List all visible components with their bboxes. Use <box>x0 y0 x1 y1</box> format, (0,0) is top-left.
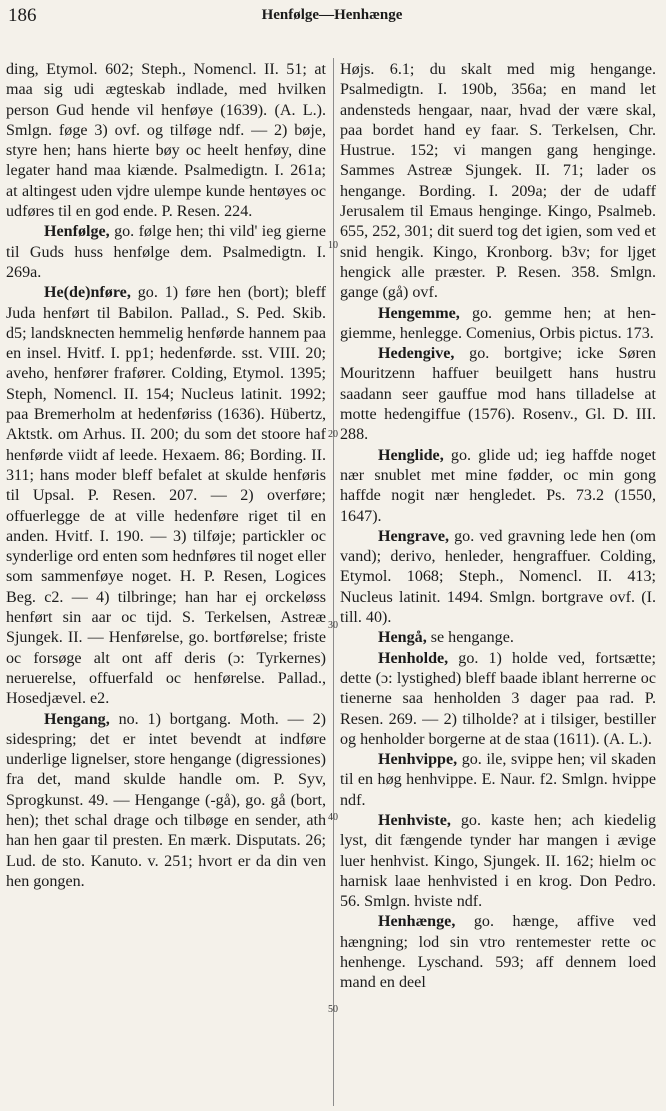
left-column <box>6 60 326 892</box>
entry-text: go. hænge, affive ved hængning; lod sin vtro rentemester rette oc henhenge. Lyschand. 593; aff dennem loed mand en deel <box>340 913 656 992</box>
entry-headword: Hedengive, <box>378 345 455 363</box>
continuation-text: ding, Etymol. 602; Steph., Nomencl. II. 51; at maa sig udi ægteskab indlade, med hvilken person Gud hende vil henføye (1639). (A. L.). Smlgn. føge 3) ovf. og tilføge ndf. — 2) bøje, styre hen; hans hierte bøy oc heelt henføy, dine legater hand maa kiænde. Psalmedigtn. I. 261a; at altingest uden vjdre ulempe kunde hentøyes oc udføres til en god ende. P. Resen. 224. <box>6 61 326 221</box>
dictionary-entry <box>6 222 326 283</box>
entry-text: go. glide ud; ieg haffde noget nær snublet met mine fødder, oc min gong haffde nogit nær hengledet. Ps. 73.2 (1550, 1647). <box>340 446 656 525</box>
page-header <box>6 2 658 28</box>
entry-headword: Hengemme, <box>378 304 460 322</box>
dictionary-entry <box>340 912 656 993</box>
dictionary-entry <box>340 344 656 445</box>
dictionary-entry <box>6 710 326 893</box>
entry-text: go. følge hen; thi vild' ieg gierne til Guds huss henfølge dem. Psalmedigtn. I. 269a. <box>6 223 326 281</box>
entry-headword: Hengang, <box>44 710 110 728</box>
column-divider <box>333 58 334 1106</box>
entry-headword: Hengrave, <box>378 527 450 545</box>
right-column <box>340 60 656 994</box>
entry-headword: Henhænge, <box>378 913 456 931</box>
line-number-30: 30 <box>328 620 338 631</box>
dictionary-entry <box>340 527 656 628</box>
dictionary-entry <box>340 649 656 750</box>
entry-text: go. 1) holde ved, fortsætte; dette (ɔ: lystighed) bleff baade iblant herrerne oc tienerne saa henholden 3 dager paa rad. P. Resen. 269. — 2) tilholde? at i tilsiger, bestiller og henholder borgerne at de staa (1611). (A. L.). <box>340 649 656 748</box>
dictionary-entry <box>340 304 656 345</box>
dictionary-entry <box>340 628 656 648</box>
entry-headword: He(de)nføre, <box>44 284 131 302</box>
entry-text: go. bortgive; icke Søren Mouritzenn haffuer beuilgett hans hustru saadann seer gauffue mod hans tilladelse at motte hedengiffue (1576). Rosenv., Gl. D. III. 288. <box>340 345 656 444</box>
dictionary-entry <box>340 811 656 912</box>
entry-headword: Henholde, <box>378 649 449 667</box>
entry-headword: Henhvippe, <box>378 751 458 769</box>
dictionary-entry <box>340 750 656 811</box>
line-number-40: 40 <box>328 812 338 823</box>
entry-headword: Henhviste, <box>378 811 451 829</box>
line-number-20: 20 <box>328 429 338 440</box>
entry-text: go. ved gravning lede hen (om vand); derivo, henleder, hengraffuer. Colding, Etymol. 1068; Steph., Nomencl. II. 413; Nucleus latinit. 1494. Smlgn. bortgrave ovf. (I. till. 40). <box>340 527 656 627</box>
entry-headword: Hengå, <box>378 629 427 647</box>
entry-text: se hengange. <box>426 629 514 647</box>
entry-text: no. 1) bortgang. Moth. — 2) sidespring; det er intet bevendt at indføre underlige lignelser, store hengange (digressiones) fra det, mand skulde handle om. P. Syv, Sprogkunst. 49. — Hengange (-gå), go. gå (bort, hen); thet schal drage och tilbøge en sender, ath han hen gaar til presten. En mærk. Disputats. 26; Lud. de sto. Kanuto. v. 251; hvort er da din ven hen gongen. <box>6 710 326 890</box>
dictionary-entry <box>340 446 656 527</box>
entry-headword: Henglide, <box>378 446 444 464</box>
running-head: Henfølge—Henhænge <box>261 7 403 23</box>
entry-text: go. gemme hen; at hen-giemme, henlegge. Comenius, Orbis pictus. 173. <box>340 304 656 342</box>
dictionary-entry <box>6 283 326 709</box>
entry-text: go. 1) føre hen (bort); bleff Juda henført til Babilon. Pallad., S. Ped. Skib. d5; landsknecten hemmelig henførde hannem paa en insel. Hvitf. I. pp1; hedenførde. sst. VIII. 20; aveho, henfører frafører. Colding, Etymol. 1395; Steph, Nomencl. II. 154; Nucleus latinit. 1992; paa Bremerholm at hedenføriss (1636). Hübertz, Aktstk. om Arhus. II. 200; du som det stoore haf henførde viidt af leede. Hexaem. 86; Bording. II. 311; hans moder bleff befalet at skulde henføris til Upsal. P. Resen. 207. — 2) overføre; offuerlegge de at ville hedenføre riget til en anden. Hvitf. I. 190. — 3) tilføje; partickler oc synderlige ord enten som hednføres til noget eller som sammenføye noget. H. P. Resen, Logices Beg. c2. — 4) tilbringe; han har ej orckeløss henført sin aar oc tijd. S. Terkelsen, Astreæ Sjungek. II. — Henførelse, go. bortførelse; friste oc forsøge alt ont aff deris (ɔ: Tyrkernes) neruerelse, offuerfald oc henførelse. Pallad., Hosedjævel. e2. <box>6 284 326 708</box>
continuation-text: Højs. 6.1; du skalt med mig hengange. Psalmedigtn. I. 190b, 356a; en mand let andensteds hengaar, naar, hvad der være skal, paa bordet hand ey faar. S. Terkelsen, Chr. Hustrue. 152; vi mangen gang henginge. Sammes Astreæ Sjungek. II. 71; lader os hengange. Bording. I. 209a; der de udaff Jerusalem til Emaus henginge. Kingo, Psalmeb. 655, 252, 301; dit suerd tog det igien, som ved et snid hengik. Kingo, Kronborg. b3v; for ljget hengick alle præster. P. Resen. 358. Smlgn. gange (gå) ovf. <box>340 61 656 302</box>
entry-text: go. kaste hen; ach kiedelig lyst, dit fængende tynder har mangen i ævige luer henhvist. Kingo, Sjungek. II. 162; hielm oc harnisk laae henhvisted i en krog. Don Pedro. 56. Smlgn. hviste ndf. <box>340 811 656 911</box>
line-number-50: 50 <box>328 1004 338 1015</box>
line-number-10: 10 <box>328 240 338 251</box>
entry-headword: Henfølge, <box>44 223 110 241</box>
page-number: 186 <box>8 5 37 26</box>
entry-text: go. ile, svippe hen; vil skaden til en høg henhvippe. E. Naur. f2. Smlgn. hvippe ndf. <box>340 751 656 809</box>
